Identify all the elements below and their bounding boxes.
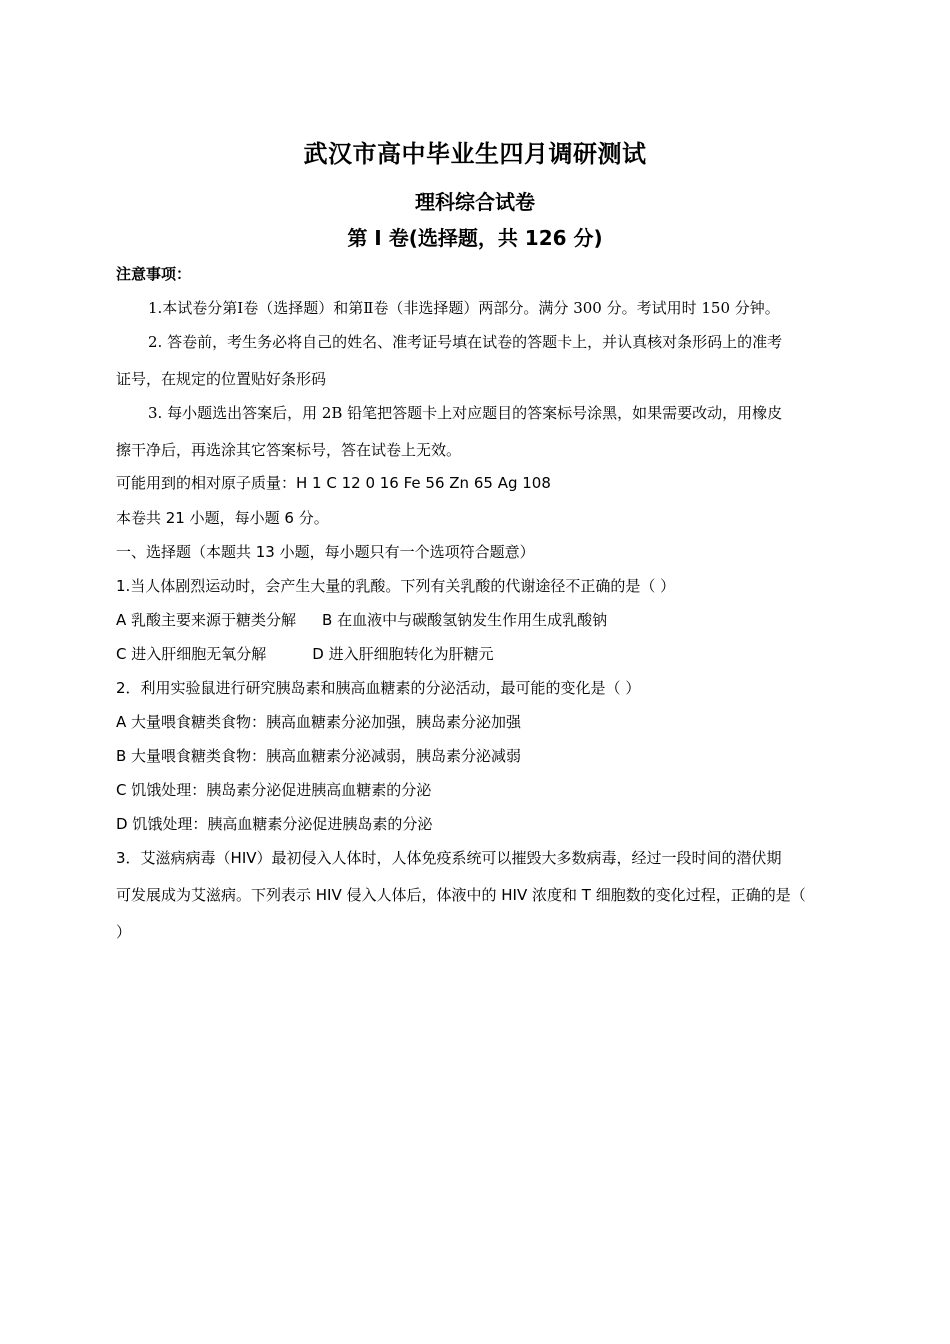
option-d: D 饥饿处理：胰高血糖素分泌促进胰岛素的分泌 — [116, 815, 433, 833]
note-line: 2. 答卷前，考生务必将自己的姓名、准考证号填在试卷的答题卡上，并认真核对条形码上的准考 — [148, 333, 783, 351]
note-line: 证号，在规定的位置贴好条形码 — [116, 370, 327, 388]
question-2-stem: 2．利用实验鼠进行研究胰岛素和胰高血糖素的分泌活动，最可能的变化是（ ） — [116, 679, 641, 697]
section-info: 本卷共 21 小题，每小题 6 分。 — [116, 509, 329, 527]
exam-title: 武汉市高中毕业生四月调研测试 — [303, 140, 647, 168]
question-3-stem: 3．艾滋病病毒（HIV）最初侵入人体时，人体免疫系统可以摧毁大多数病毒，经过一段时间的潜伏期 — [116, 849, 782, 867]
question-3-stem: ） — [116, 923, 132, 941]
option-a: A 大量喂食糖类食物：胰高血糖素分泌加强，胰岛素分泌加强 — [116, 713, 522, 731]
question-1-stem: 1.当人体剧烈运动时，会产生大量的乳酸。下列有关乳酸的代谢途径不正确的是（ ） — [116, 577, 676, 595]
question-3-stem: 可发展成为艾滋病。下列表示 HIV 侵入人体后，体液中的 HIV 浓度和 T 细胞数的变化过程，正确的是（ — [116, 886, 806, 904]
note-line: 3. 每小题选出答案后，用 2B 铅笔把答题卡上对应题目的答案标号涂黑，如果需要改动，用橡皮 — [148, 404, 783, 422]
question-1-options-row — [116, 610, 607, 630]
option-a: A 乳酸主要来源于糖类分解 — [116, 611, 297, 629]
atomic-masses: 可能用到的相对原子质量：H 1 C 12 0 16 Fe 56 Zn 65 Ag 108 — [116, 474, 551, 492]
option-c: C 饥饿处理：胰岛素分泌促进胰高血糖素的分泌 — [116, 781, 432, 799]
option-b: B 大量喂食糖类食物：胰高血糖素分泌减弱，胰岛素分泌减弱 — [116, 747, 522, 765]
option-c: C 进入肝细胞无氧分解 — [116, 645, 267, 663]
option-b: B 在血液中与碳酸氢钠发生作用生成乳酸钠 — [322, 611, 608, 629]
note-line: 1.本试卷分第Ⅰ卷（选择题）和第Ⅱ卷（非选择题）两部分。满分 300 分。考试用时 150 分钟。 — [148, 299, 780, 317]
part-title: 第 I 卷(选择题，共 126 分) — [347, 226, 603, 250]
section-heading: 一、选择题（本题共 13 小题，每小题只有一个选项符合题意） — [116, 543, 535, 561]
exam-subtitle: 理科综合试卷 — [415, 190, 535, 214]
notes-heading: 注意事项： — [116, 265, 192, 283]
option-d: D 进入肝细胞转化为肝糖元 — [312, 645, 494, 663]
note-line: 擦干净后，再选涂其它答案标号，答在试卷上无效。 — [116, 441, 462, 459]
question-1-options-row — [116, 644, 494, 664]
